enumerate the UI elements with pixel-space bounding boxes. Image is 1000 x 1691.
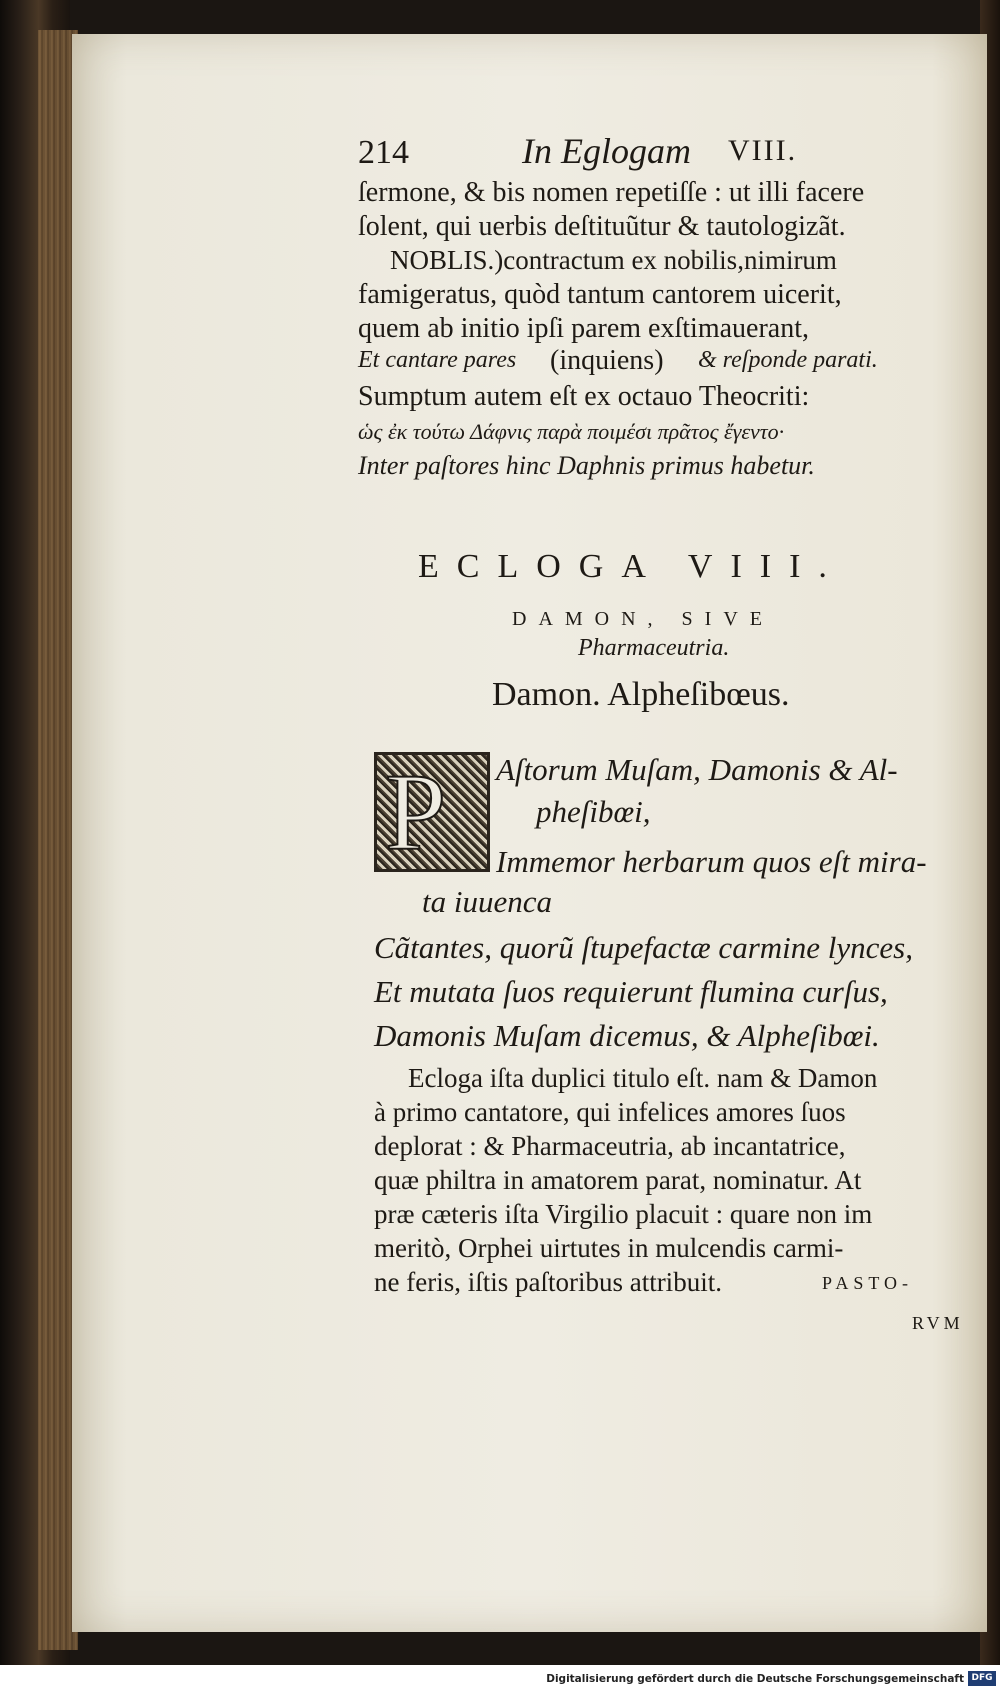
text-line: Ecloga iſta duplici titulo eſt. nam & Damon <box>408 1063 878 1093</box>
quote-italic: & reſponde parati. <box>698 347 878 373</box>
running-numeral: VIII. <box>728 134 798 167</box>
section-subtitle-italic: Pharmaceutria. <box>578 635 730 661</box>
latin-translation: Inter paſtores hinc Daphnis primus habetur. <box>358 451 815 480</box>
text-line: quæ philtra in amatorem parat, nominatur. At <box>374 1165 862 1195</box>
funding-credit: Digitalisierung gefördert durch die Deutsche Forschungsgemeinschaft <box>546 1673 964 1685</box>
source-line: Sumptum autem eſt ex octauo Theocriti: <box>358 381 810 412</box>
poem-line: Damonis Muſam dicemus, & Alpheſibœi. <box>374 1018 880 1053</box>
catchword-next-page: RVM <box>912 1313 964 1333</box>
text-line: quem ab initio ipſi parem exſtimauerant, <box>358 313 809 344</box>
quote-italic: Et cantare pares <box>358 347 517 373</box>
poem-line: ta iuuenca <box>422 884 552 919</box>
quote-roman: (inquiens) <box>550 345 664 376</box>
text-line: famigeratus, quòd tantum cantorem uicerit, <box>358 279 842 310</box>
section-title: ECLOGA VIII. <box>418 548 845 585</box>
drop-cap <box>374 752 490 872</box>
persons: Damon. Alpheſibœus. <box>492 676 790 713</box>
running-title: In Eglogam <box>522 131 691 171</box>
book-page <box>72 34 987 1632</box>
dfg-logo-text: DFG <box>971 1673 993 1683</box>
text-line: à primo cantatore, qui infelices amores ſuos <box>374 1097 846 1127</box>
dfg-logo <box>968 1671 996 1686</box>
text-line: præ cæteris iſta Virgilio placuit : quare non im <box>374 1199 873 1229</box>
page-number: 214 <box>358 134 409 171</box>
text-line: ſolent, qui uerbis deſtituũtur & tautologizãt. <box>358 211 846 242</box>
greek-line: ὡς ἐκ τούτω Δάφνις παρὰ ποιμέσι πρᾶτος ἔγεντο· <box>358 419 785 444</box>
poem-line: Cãtantes, quorũ ſtupefactæ carmine lynces, <box>374 930 913 965</box>
text-line: ne feris, iſtis paſtoribus attribuit. <box>374 1267 722 1297</box>
poem-line: Aſtorum Muſam, Damonis & Al- <box>496 752 898 787</box>
poem-line: pheſibœi, <box>536 794 651 829</box>
text-line: NOBLIS.)contractum ex nobilis,nimirum <box>390 245 837 275</box>
section-subtitle: DAMON, SIVE <box>512 608 774 630</box>
drop-cap-letter: P <box>385 751 447 873</box>
text-line: ſermone, & bis nomen repetiſſe : ut illi facere <box>358 177 865 208</box>
catchword-line-end: PASTO- <box>822 1273 914 1293</box>
text-line: meritò, Orphei uirtutes in mulcendis carmi- <box>374 1233 844 1263</box>
poem-line: Immemor herbarum quos eſt mira- <box>496 844 927 879</box>
text-line: deplorat : & Pharmaceutria, ab incantatrice, <box>374 1131 846 1161</box>
poem-line: Et mutata ſuos requierunt flumina curſus, <box>374 974 888 1009</box>
